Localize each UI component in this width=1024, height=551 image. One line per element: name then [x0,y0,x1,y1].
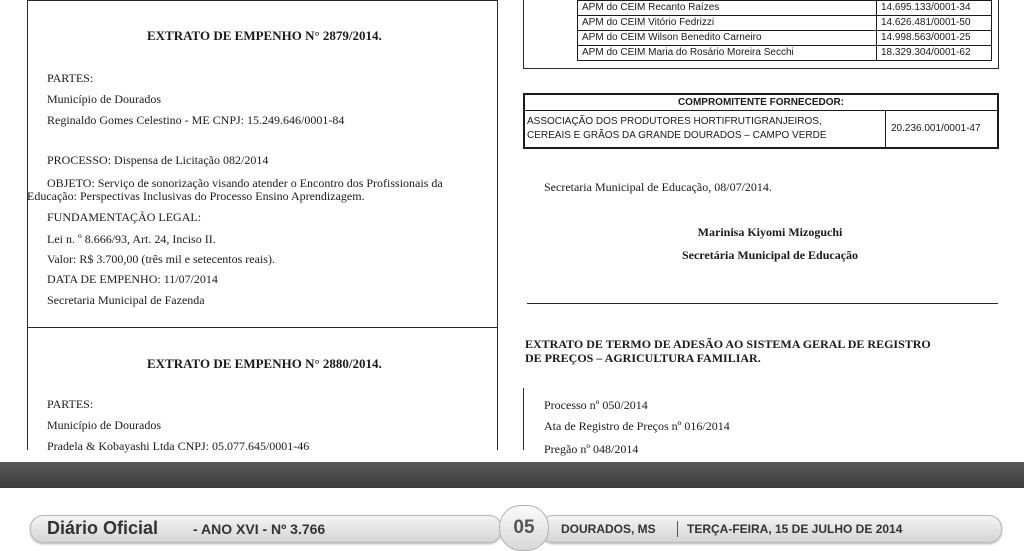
objeto-line-2: Educação: Perspectivas Inclusivas do Processo Ensino Aprendizagem. [27,189,365,203]
footer-separator [677,521,678,537]
left-column-border-right [497,0,498,450]
fundamentacao-label: FUNDAMENTAÇÃO LEGAL: [47,210,202,224]
fornecedor-2: Pradela & Kobayashi Ltda CNPJ: 05.077.645/0001-46 [47,439,310,453]
right-divider [527,303,998,304]
right-lower-border [523,388,524,450]
termo-title-2: DE PREÇOS – AGRICULTURA FAMILIAR. [525,351,761,365]
section-divider [27,327,497,328]
footer-dark-band [0,462,1024,488]
local-data: Secretaria Municipal de Educação, 08/07/2014. [544,180,772,194]
apm-cnpj: 14.695.133/0001-34 [877,1,992,16]
fornecedor-name-1: ASSOCIAÇÃO DOS PRODUTORES HORTIFRUTIGRANJEIROS, [527,116,822,127]
termo-processo: Processo nº 050/2014 [544,398,648,412]
right-column-border [523,0,524,68]
apm-cnpj: 14.998.563/0001-25 [877,31,992,46]
apm-name: APM do CEIM Vitório Fedrizzi [578,16,877,31]
data-empenho: DATA DE EMPENHO: 11/07/2014 [47,272,218,286]
table-row [578,46,992,61]
footer-date: TERÇA-FEIRA, 15 DE JULHO DE 2014 [687,522,903,536]
edition: - ANO XVI - Nº 3.766 [193,521,326,537]
termo-pregao: Pregão nº 048/2014 [544,442,639,456]
apm-name: APM do CEIM Maria do Rosário Moreira Secchi [578,46,877,61]
apm-table [577,0,992,61]
fornecedor-name-2: CEREAIS E GRÃOS DA GRANDE DOURADOS – CAMPO VERDE [527,130,827,141]
apm-name: APM do CEIM Recanto Raízes [578,1,877,16]
apm-name: APM do CEIM Wilson Benedito Carneiro [578,31,877,46]
signer-name: Marinisa Kiyomi Mizoguchi [697,225,843,239]
extrato-2880-title: EXTRATO DE EMPENHO N° 2880/2014. [147,356,382,371]
valor: Valor: R$ 3.700,00 (três mil e setecentos reais). [47,252,275,266]
signer-role: Secretária Municipal de Educação [681,248,859,262]
footer-right-pill [540,515,1002,543]
right-column-border-r [998,0,999,68]
termo-ata: Ata de Registro de Preços nº 016/2014 [544,419,730,433]
secretaria-fazenda: Secretaria Municipal de Fazenda [47,293,205,307]
extrato-2879-title: EXTRATO DE EMPENHO N° 2879/2014. [147,28,382,43]
fornecedor-table [523,93,999,149]
fornecedor-header: COMPROMITENTE FORNECEDOR: [525,95,997,111]
apm-cnpj: 14.626.481/0001-50 [877,16,992,31]
partes-label: PARTES: [47,71,94,85]
partes-label-2: PARTES: [47,397,94,411]
lei: Lei n. º 8.666/93, Art. 24, Inciso II. [47,232,216,246]
apm-cnpj: 18.329.304/0001-62 [877,46,992,61]
table-row [578,1,992,16]
top-rule [27,0,497,1]
municipio: Município de Dourados [47,92,161,106]
footer-city: DOURADOS, MS [561,522,656,536]
footer-left-pill [30,515,502,543]
processo: PROCESSO: Dispensa de Licitação 082/2014 [47,153,269,167]
table-row [578,31,992,46]
table-row [578,16,992,31]
objeto-line-1: OBJETO: Serviço de sonorização visando atender o Encontro dos Profissionais da [47,176,443,190]
brand-title: Diário Oficial [47,518,159,538]
municipio-2: Município de Dourados [47,418,161,432]
termo-title-1: EXTRATO DE TERMO DE ADESÃO AO SISTEMA GERAL DE REGISTRO [525,337,931,351]
fornecedor: Reginaldo Gomes Celestino - ME CNPJ: 15.249.646/0001-84 [47,113,345,127]
right-box-bottom [523,68,999,69]
left-column-border [27,0,28,450]
fornecedor-cell-divider [885,110,886,147]
fornecedor-cnpj: 20.236.001/0001-47 [891,123,981,134]
page-number: 05 [499,505,549,551]
